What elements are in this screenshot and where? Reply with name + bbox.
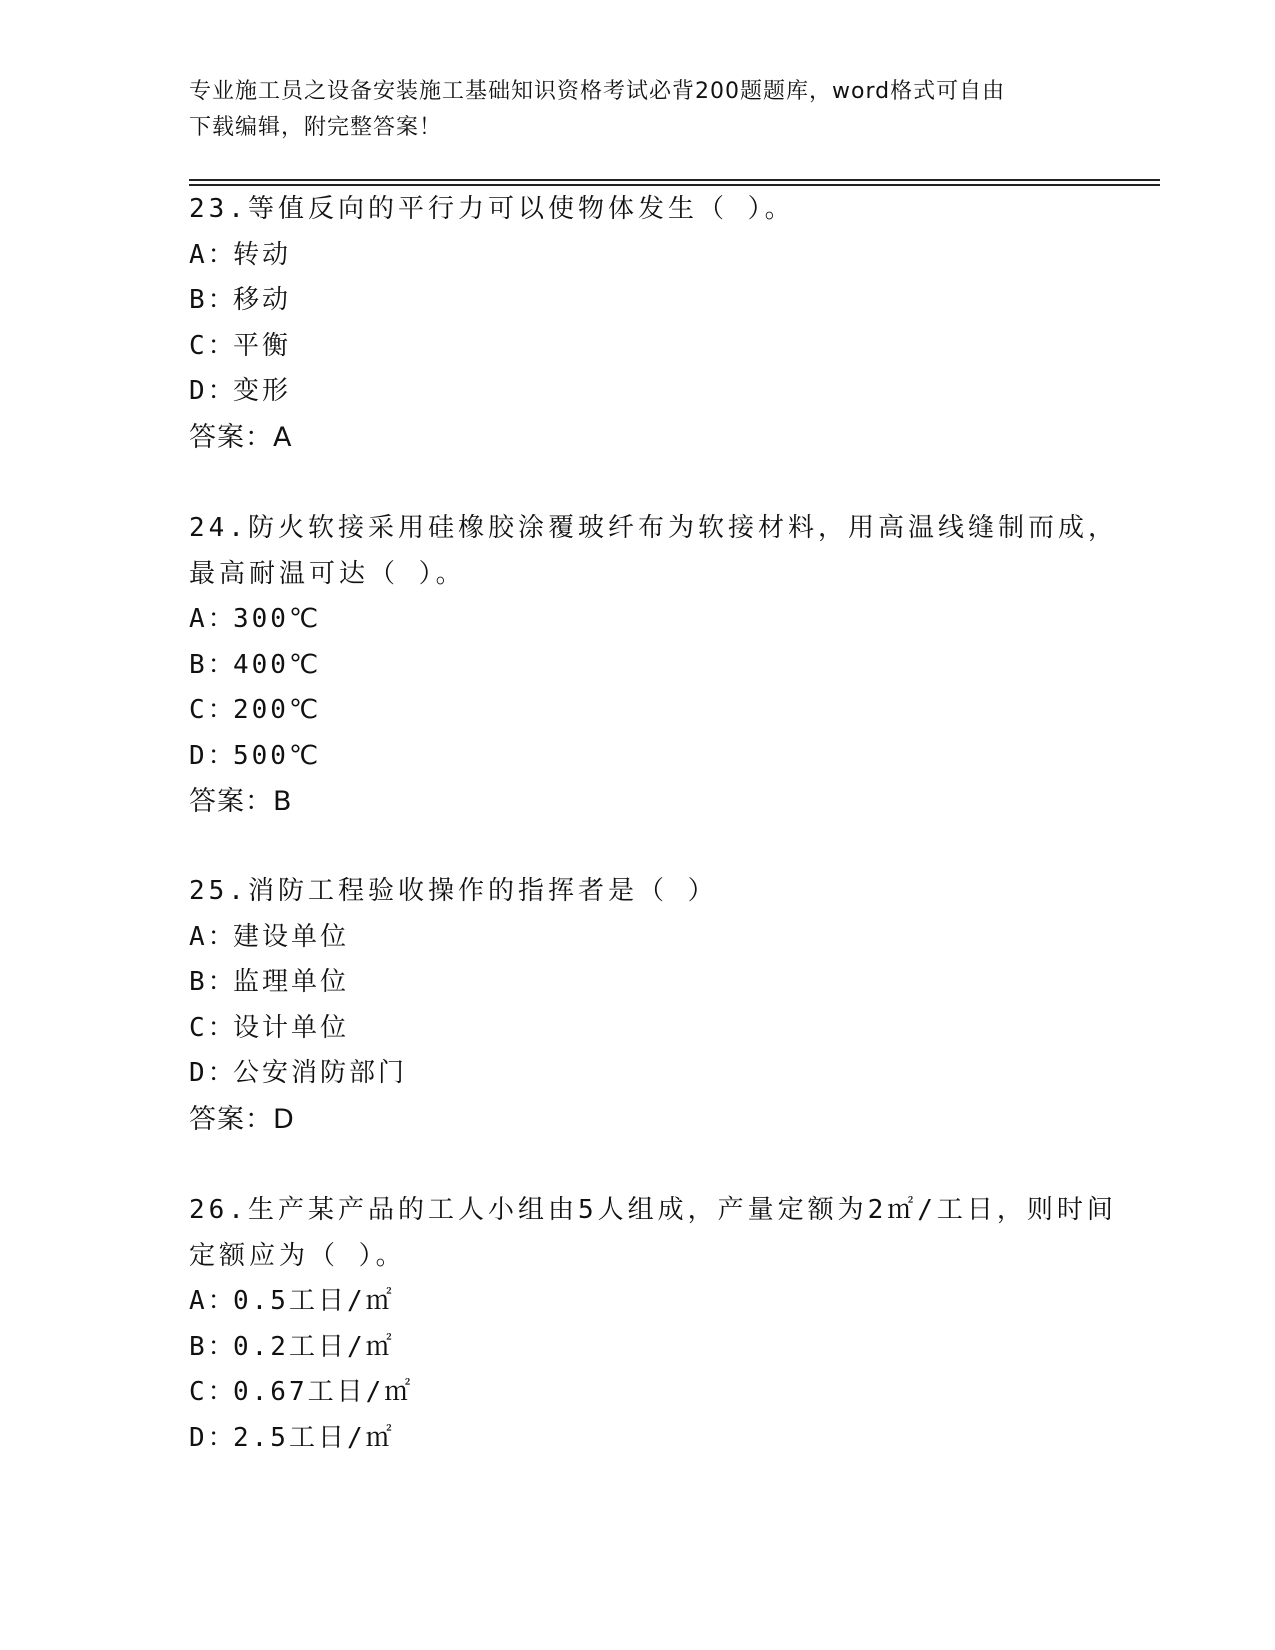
question-23: [189, 187, 1109, 460]
option-letter: B：: [189, 1331, 237, 1362]
answer-line: 答案：D: [189, 1103, 295, 1135]
option-a: [189, 233, 1109, 279]
option-a: [189, 1279, 1109, 1325]
option-text: 监理单位: [233, 967, 350, 997]
option-text: 0.2工日/㎡: [233, 1331, 395, 1362]
option-b: [189, 643, 1109, 689]
question-stem-line-1: 26.生产某产品的工人小组由5人组成，产量定额为2㎡/工日，则时间: [189, 1195, 1117, 1225]
option-letter: B：: [189, 649, 237, 680]
option-text: 变形: [233, 376, 292, 406]
question-25: [189, 869, 1109, 1142]
option-text: 公安消防部门: [233, 1058, 408, 1088]
option-d: [189, 1416, 1109, 1462]
option-text: 500℃: [233, 740, 322, 771]
option-b: [189, 278, 1109, 324]
option-letter: C：: [189, 330, 237, 361]
document-header: [189, 74, 1089, 146]
option-d: [189, 369, 1109, 415]
header-line-2: 下载编辑，附完整答案！: [189, 115, 443, 140]
option-letter: B：: [189, 967, 237, 997]
question-stem-line-2: 定额应为（ ）。: [189, 1240, 406, 1271]
option-c: [189, 1370, 1109, 1416]
option-b: [189, 960, 1109, 1006]
option-letter: A：: [189, 604, 237, 634]
option-letter: A：: [189, 239, 237, 270]
option-a: [189, 597, 1109, 643]
option-text: 0.5工日/㎡: [233, 1286, 395, 1316]
header-line-1: 专业施工员之设备安装施工基础知识资格考试必背200题题库，word格式可自由: [189, 79, 1006, 104]
header-divider-bottom: [189, 184, 1160, 186]
option-text: 转动: [233, 239, 292, 270]
option-letter: A：: [189, 921, 237, 952]
option-letter: A：: [189, 1286, 237, 1316]
option-text: 2.5工日/㎡: [233, 1422, 395, 1453]
option-d: [189, 734, 1109, 780]
option-letter: C：: [189, 695, 237, 725]
option-text: 0.67工日/㎡: [233, 1377, 414, 1407]
option-letter: D：: [189, 1058, 237, 1088]
answer-line: 答案：A: [189, 421, 293, 453]
option-text: 平衡: [233, 330, 292, 361]
option-c: [189, 324, 1109, 370]
question-stem-line-2: 最高耐温可达（ ）。: [189, 558, 466, 589]
option-b: [189, 1325, 1109, 1371]
option-letter: C：: [189, 1377, 237, 1407]
option-text: 300℃: [233, 604, 322, 634]
option-letter: D：: [189, 740, 237, 771]
option-letter: B：: [189, 285, 237, 315]
option-letter: D：: [189, 1422, 237, 1453]
option-d: [189, 1051, 1109, 1097]
header-divider-top: [189, 179, 1160, 181]
question-stem: 23.等值反向的平行力可以使物体发生（ ）。: [189, 194, 795, 224]
option-text: 400℃: [233, 649, 322, 680]
option-letter: D：: [189, 376, 237, 406]
option-letter: C：: [189, 1012, 237, 1043]
question-stem: 25.消防工程验收操作的指挥者是（ ）: [189, 876, 718, 906]
question-stem-line-1: 24.防火软接采用硅橡胶涂覆玻纤布为软接材料，用高温线缝制而成，: [189, 513, 1118, 543]
question-24: [189, 506, 1118, 825]
question-26: [189, 1188, 1117, 1461]
option-text: 建设单位: [233, 921, 350, 952]
option-c: [189, 1006, 1109, 1052]
option-a: [189, 915, 1109, 961]
option-c: [189, 688, 1109, 734]
option-text: 移动: [233, 285, 292, 315]
option-text: 设计单位: [233, 1012, 350, 1043]
option-text: 200℃: [233, 695, 322, 725]
answer-line: 答案：B: [189, 786, 293, 817]
